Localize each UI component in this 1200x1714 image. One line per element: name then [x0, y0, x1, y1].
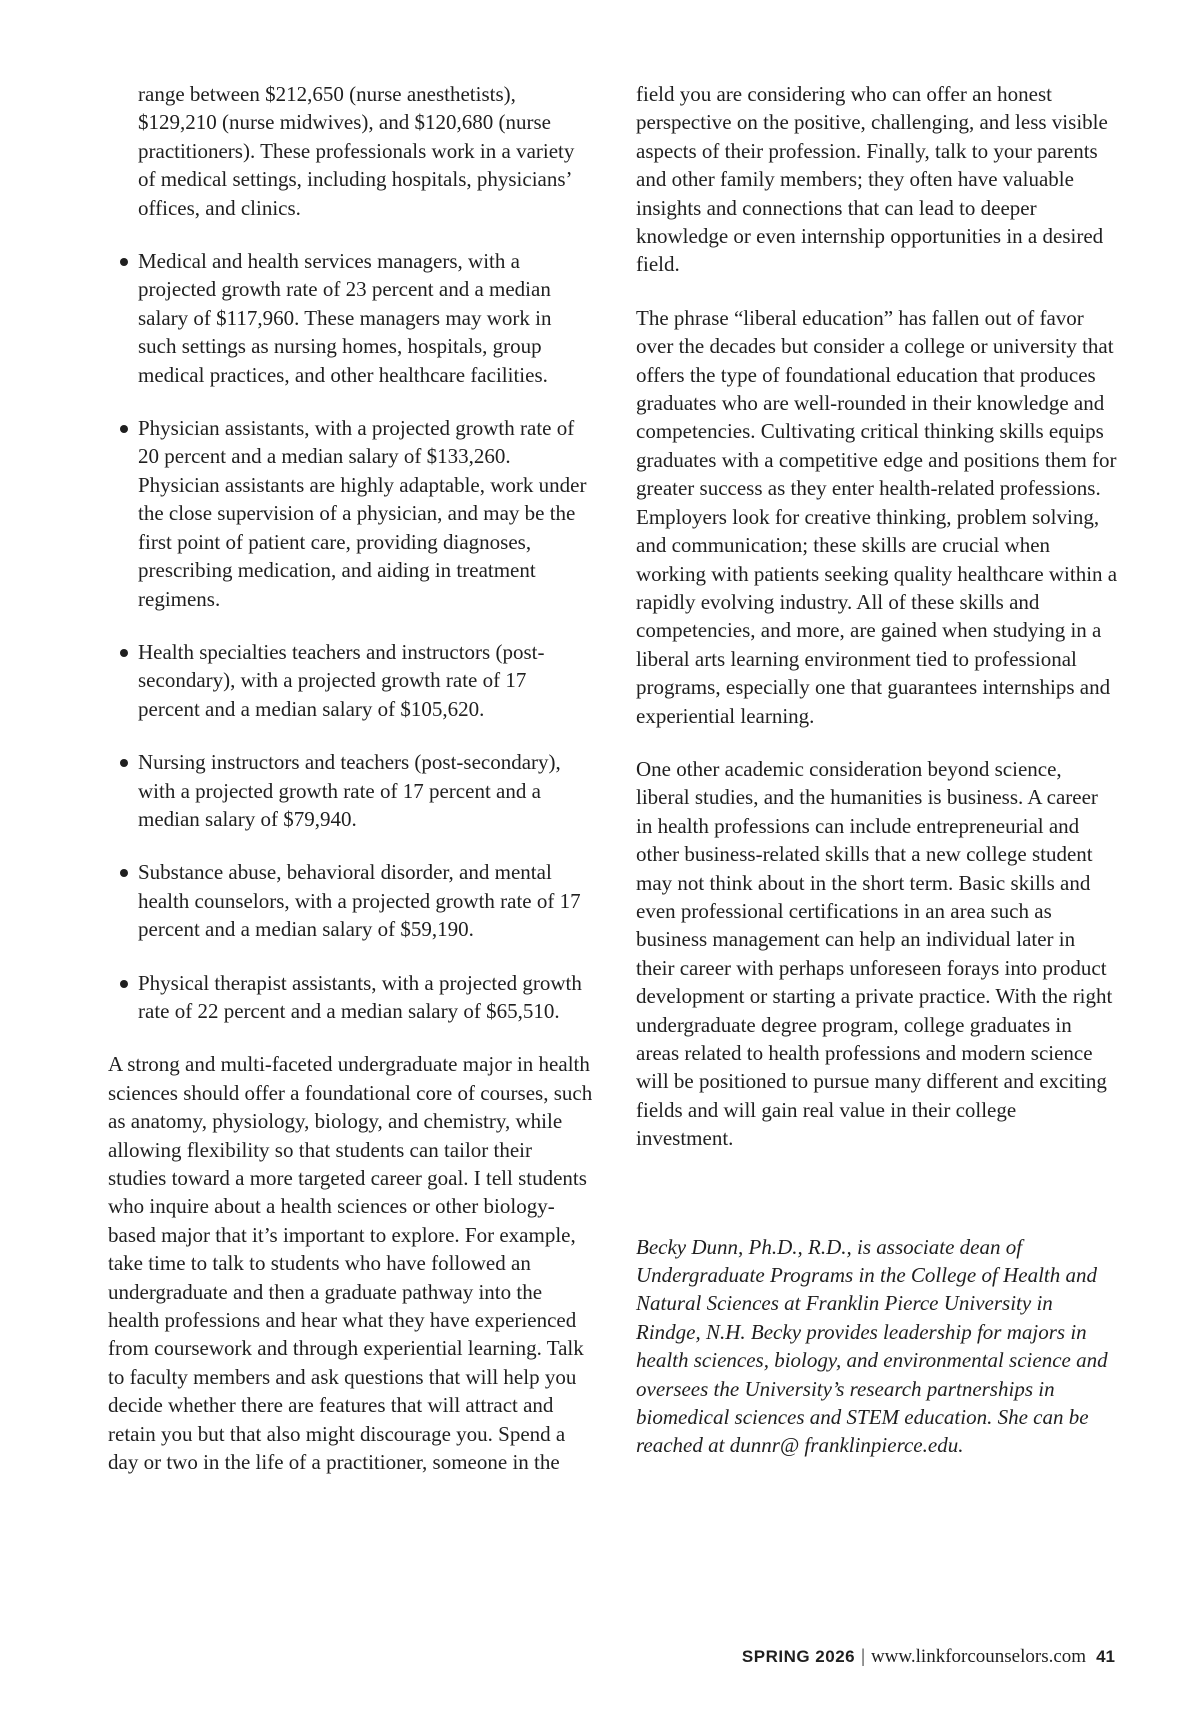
bullet-text: Health specialties teachers and instructors (post-secondary), with a projected growth rate of 17 percent and a median salary of $105,620. — [138, 639, 545, 721]
website-text: www.linkforcounselors.com — [870, 1646, 1087, 1667]
body-paragraph-continuation: field you are considering who can offer an honest perspective on the positive, challenging, and less visible aspects of their profession. Finally, talk to your parents and other family members; they often have valuable insights and connections that can lead to deeper knowledge or even internship opportunities in a desired field. — [636, 82, 1108, 277]
bullet-icon — [120, 980, 128, 988]
body-paragraph-liberal-education: The phrase “liberal education” has fallen out of favor over the decades but consider a college or university that offers the type of foundational education that produces graduates who are well-rounded in their knowledge and competencies. Cultivating critical thinking skills equips graduates with a competitive edge and positions them for greater success as they enter health-related professions. Employers look for creative thinking, problem solving, and communication; these skills are crucial when working with patients seeking quality healthcare within a rapidly evolving industry. All of these skills and competencies, and more, are gained when studying in a liberal arts learning environment tied to professional programs, especially one that guarantees internships and experiential learning. — [636, 305, 1118, 728]
bullet-icon — [120, 425, 128, 433]
bullet-icon — [120, 759, 128, 767]
bullet-text: Medical and health services managers, with a projected growth rate of 23 percent and a median salary of $117,960. These managers may work in such settings as nursing homes, hospitals, group medical practices, and other healthcare facilities. — [138, 249, 552, 387]
intro-continuation: range between $212,650 (nurse anesthetists), $129,210 (nurse midwives), and $120,680 (nurse practitioners). These professionals work in a variety of medical settings, including hospitals, physicians’ offices, and clinics. — [138, 82, 575, 220]
author-bio: Becky Dunn, Ph.D., R.D., is associate dean of Undergraduate Programs in the College of Health and Natural Sciences at Franklin Pierce University in Rindge, N.H. Becky provides leadership for majors in health sciences, biology, and environmental science and oversees the University’s research partnerships in biomedical sciences and STEM education. She can be reached at dunnr@ franklinpierce.edu. — [636, 1234, 1108, 1458]
page-footer — [742, 1646, 1115, 1668]
bullet-item — [108, 638, 593, 723]
left-column — [108, 80, 593, 1501]
bullet-text: Physical therapist assistants, with a projected growth rate of 22 percent and a median salary of $65,510. — [138, 970, 582, 1023]
career-bullet-list — [108, 247, 593, 1025]
page-number: 41 — [1096, 1647, 1115, 1666]
bullet-text: Nursing instructors and teachers (post-secondary), with a projected growth rate of 17 percent and a median salary of $79,940. — [138, 750, 561, 831]
bullet-text: Physician assistants, with a projected growth rate of 20 percent and a median salary of $133,260. Physician assistants are highly adaptable, work under the close supervision of a physician, and may be the first point of patient care, providing diagnoses, prescribing medication, and aiding in treatment regimens. — [138, 416, 587, 611]
bullet-icon — [120, 869, 128, 877]
bullet-icon — [120, 258, 128, 266]
bullet-item — [108, 748, 593, 833]
issue-label: SPRING 2026 — [741, 1647, 856, 1666]
bullet-item — [108, 414, 593, 613]
right-column — [636, 80, 1118, 1485]
bullet-text: Substance abuse, behavioral disorder, and mental health counselors, with a projected growth rate of 17 percent and a median salary of $59,190. — [138, 860, 581, 942]
body-paragraph-business: One other academic consideration beyond science, liberal studies, and the humanities is business. A career in health professions can include entrepreneurial and other business-related skills that a new college student may not think about in the short term. Basic skills and even professional certifications in an area such as business management can help an individual later in their career with perhaps unforeseen forays into product development or starting a private practice. With the right undergraduate degree program, college graduates in areas related to health professions and modern science will be positioned to pursue many different and exciting fields and will gain real value in their college investment. — [636, 756, 1113, 1151]
bullet-item — [108, 858, 593, 943]
bullet-item — [108, 969, 593, 1026]
footer-separator: | — [861, 1646, 865, 1667]
bullet-item — [108, 247, 593, 389]
body-paragraph: A strong and multi-faceted undergraduate major in health sciences should offer a foundational core of courses, such as anatomy, physiology, biology, and chemistry, while allowing flexibility so that students can tailor their studies toward a more targeted career goal. I tell students who inquire about a health sciences or other biology-based major that it’s important to explore. For example, take time to talk to students who have followed an undergraduate and then a graduate pathway into the health professions and hear what they have experienced from coursework and through experiential learning. Talk to faculty members and ask questions that will help you decide whether there are features that will attract and retain you but that also might discourage you. Spend a day or two in the life of a practitioner, someone in the — [108, 1052, 593, 1475]
bullet-icon — [120, 649, 128, 657]
